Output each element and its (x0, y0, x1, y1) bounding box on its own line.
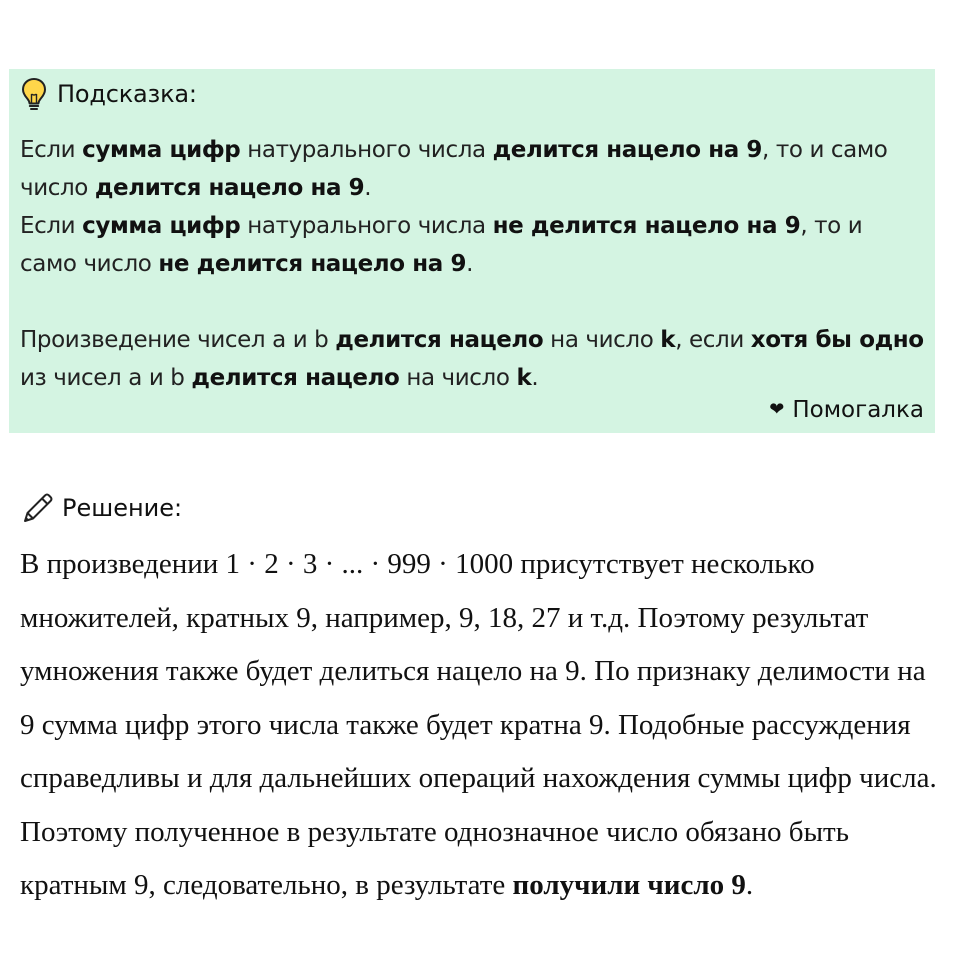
hint-text: натурального числа (240, 137, 493, 163)
hint-body (20, 131, 925, 397)
hint-bold-text: k (516, 365, 532, 391)
hint-box (9, 69, 935, 433)
hint-paragraph-3 (20, 321, 925, 397)
hint-text: , если (675, 327, 751, 353)
hint-bold-text: не делится нацело на 9 (158, 251, 467, 277)
hint-bold-text: делится нацело (191, 365, 400, 391)
solution-body (20, 538, 940, 913)
hint-bold-text: не делится нацело на 9 (492, 213, 801, 239)
hint-text: . (531, 365, 539, 391)
hint-text: Если (20, 137, 83, 163)
hint-footer[interactable] (769, 397, 924, 423)
hint-text: . (364, 175, 372, 201)
hint-paragraph-1 (20, 131, 925, 207)
hint-bold-text: делится нацело на 9 (94, 175, 365, 201)
hint-text: на число (399, 365, 517, 391)
hint-bold-text: хотя бы одно (750, 327, 924, 353)
solution-paragraph (20, 538, 940, 913)
hint-bold-text: делится нацело (335, 327, 544, 353)
solution-title: Решение: (62, 494, 183, 522)
hint-paragraph-2 (20, 207, 925, 283)
hint-text: на число (543, 327, 661, 353)
hint-title: Подсказка: (57, 80, 197, 108)
hint-bold-text: делится нацело на 9 (492, 137, 763, 163)
hint-text: Если (20, 213, 83, 239)
hint-text: из чисел a и b (20, 365, 192, 391)
pencil-icon (20, 490, 56, 526)
solution-text-end: . (745, 869, 754, 901)
solution-answer: получили число 9 (512, 869, 746, 901)
footer-brand-label[interactable]: Помогалка (792, 397, 924, 423)
hint-bold-text: k (660, 327, 676, 353)
hint-text: . (466, 251, 473, 277)
hint-bold-text: сумма цифр (82, 137, 241, 163)
heart-icon: ❤ (769, 399, 785, 420)
hint-text: натурального числа (240, 213, 493, 239)
hint-text: , то и само число (20, 213, 863, 277)
hint-header (21, 77, 197, 111)
lightbulb-icon (21, 77, 47, 111)
hint-text: Произведение чисел a и b (20, 327, 336, 353)
solution-text: В произведении 1 · 2 · 3 · ... · 999 · 1000 присутствует несколько множителей, кратных 9, например, 9, 18, 27 и т.д. Поэтому результат умножения также будет делиться нацело на 9. По признаку делимости на 9 сумма цифр этого числа также будет кратна 9. Подобные рассуждения справедливы и для дальнейших операций нахождения суммы цифр числа. Поэтому полученное в результате однозначное число обязано быть кратным 9, следовательно, в результате (20, 548, 937, 901)
hint-bold-text: сумма цифр (82, 213, 241, 239)
solution-header (20, 488, 182, 528)
paragraph-gap (20, 283, 925, 321)
hint-text: , то и само число (20, 137, 888, 201)
